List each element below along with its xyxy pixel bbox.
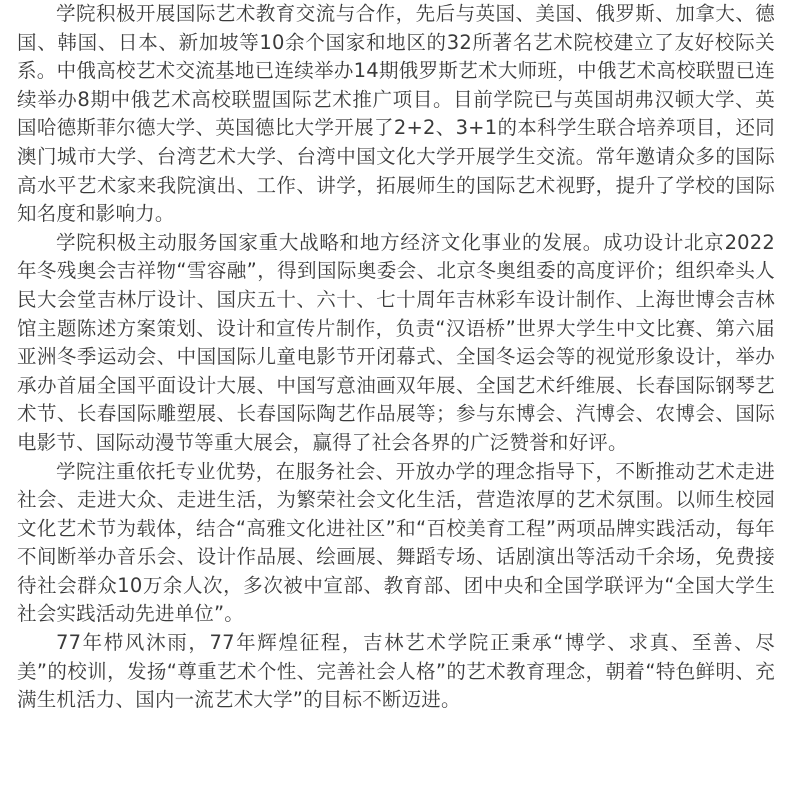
paragraph-international-exchange: 学院积极开展国际艺术教育交流与合作，先后与英国、美国、俄罗斯、加拿大、德国、韩国、日本、新加坡等10余个国家和地区的32所著名艺术院校建立了友好校际关系。中俄高校艺术交流基地已连续举办14期俄罗斯艺术大师班，中俄艺术高校联盟已连续举办8期中俄艺术高校联盟国际艺术推广项目。目前学院已与英国胡弗汉顿大学、英国哈德斯菲尔德大学、英国德比大学开展了2+2、3+1的本科学生联合培养项目，还同澳门城市大学、台湾艺术大学、台湾中国文化大学开展学生交流。常年邀请众多的国际高水平艺术家来我院演出、工作、讲学，拓展师生的国际艺术视野，提升了学校的国际知名度和影响力。 [17,2,775,226]
paragraph-conclusion: 77年栉风沐雨，77年辉煌征程，吉林艺术学院正秉承“博学、求真、至善、尽美”的校训，发扬“尊重艺术个性、完善社会人格”的艺术教育理念，朝着“特色鲜明、充满生机活力、国内一流艺术大学”的目标不断迈进。 [17,631,775,712]
paragraph-national-service: 学院积极主动服务国家重大战略和地方经济文化事业的发展。成功设计北京2022年冬残奥会吉祥物“雪容融”，得到国际奥委会、北京冬奥组委的高度评价；组织牵头人民大会堂吉林厅设计、国庆五十、六十、七十周年吉林彩车设计制作、上海世博会吉林馆主题陈述方案策划、设计和宣传片制作，负责“汉语桥”世界大学生中文比赛、第六届亚洲冬季运动会、中国国际儿童电影节开闭幕式、全国冬运会等的视觉形象设计，举办承办首届全国平面设计大展、中国写意油画双年展、全国艺术纤维展、长春国际钢琴艺术节、长春国际雕塑展、长春国际陶艺作品展等；参与东博会、汽博会、农博会、国际电影节、国际动漫节等重大展会，赢得了社会各界的广泛赞誉和好评。 [17,230,775,454]
paragraph-social-service: 学院注重依托专业优势，在服务社会、开放办学的理念指导下，不断推动艺术走进社会、走进大众、走进生活，为繁荣社会文化生活，营造浓厚的艺术氛围。以师生校园文化艺术节为载体，结合“高雅文化进社区”和“百校美育工程”两项品牌实践活动，每年不间断举办音乐会、设计作品展、绘画展、舞蹈专场、话剧演出等活动千余场，免费接待社会群众10万余人次，多次被中宣部、教育部、团中央和全国学联评为“全国大学生社会实践活动先进单位”。 [17,459,775,626]
article-body [17,0,775,715]
